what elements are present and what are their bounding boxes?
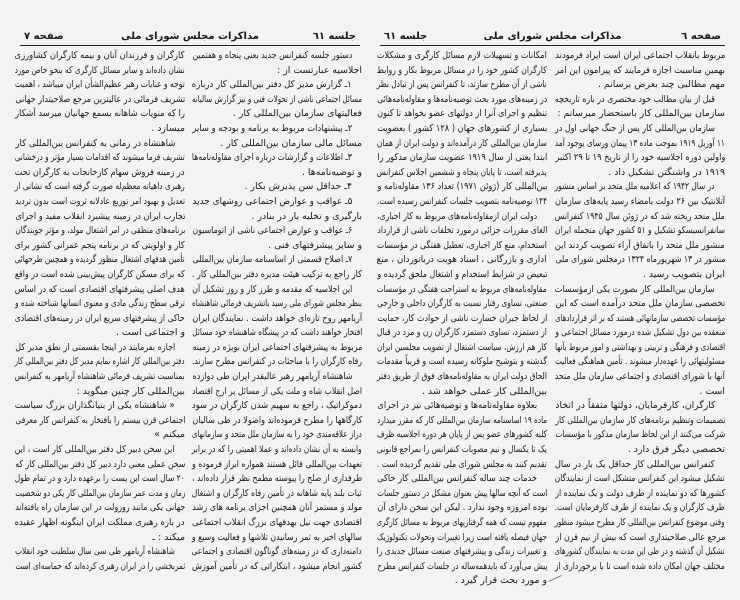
text-line [555,414,725,429]
text-line [15,49,185,64]
text-line-content: کار و اولویتی که در برنامه پنجم عمرانی کشور برای [15,239,185,251]
text-line-content: مولد و مستمر آنان همچنین اجرای برنامه های رشد [192,502,362,514]
text-line-content: تجارب ایران در زمینه پیشبرد انقلاب مفید و اجرای [15,210,185,222]
text-line-content: واولین دوره اجلاسیه خود را از تاریخ ۱۹ تا ۲۹ اکتبر [555,152,725,164]
text-line-content: افتخار خواهند داشت که در پیشگاه شاهنشاه خود مسائل [192,327,362,339]
text-line-content: ثمربخشی را در ایران رهبری کرده‌اند که حماسه‌ای است [15,560,185,572]
text-line [377,341,547,356]
text-line-content: میکند : ـ [152,531,185,543]
text-line [15,166,185,181]
text-line [377,428,547,443]
text-line [15,268,185,283]
text-line-content: کار هم ارزش، سیاست اشتغال از تصویب مجلسین ایران [377,341,547,353]
text-line-content: تصمیمات وتنظیم برنامه‌های کار سازمان بین‌المللی کار [555,414,725,426]
text-line-content: بوده امروزه وجود ندارد . لیکن این سخن دارای آن [377,502,547,514]
text-line [377,355,547,370]
text-line-content: اداری و بازرگانی ، اسناد هویت دریانوردان ، منع [377,254,547,266]
text-line [192,224,362,239]
text-line [555,297,725,312]
text-line [555,180,725,195]
text-line-content: ۲ـ پیشنهادات مربوط به برنامه و بودجه و سایر [192,122,352,134]
text-line-content: ناشی از آن مطرح سازند، تا کنفرانس پس از تبادل نظر [377,79,547,91]
text-line-content: دموکراتیک ، راجع به سهیم شدن کارگران در سود [192,400,362,412]
text-line-content: مرجع عالی صلاحیتداری است که بیش از نیم قرن از [555,531,725,543]
text-line [555,107,725,122]
text-line-content: و تغییرات زندگی و پیشرفتهای صنعت مسائل جدیدی را [377,546,547,558]
text-line-content: ۱ـ گزارش مدیر کل دفتر بین‌المللی کار درباره [192,79,352,91]
text-line [192,472,362,487]
text-line [15,312,185,327]
text-line-content: ۵ـ عواقب و عوارض اجتماعی روشهای جدید [192,195,352,207]
text-line [555,355,725,370]
text-line-content: میسازد . [151,122,185,134]
text-line-content: بین‌المللی کار (ژوئن ۱۹۷۱) تعداد ۱۳۶ مقاوله‌نامه و [377,181,547,193]
text-line-content: تشکیل میشود این کنفرانس متشکل است از نمایندگان [555,473,725,485]
text-line-content: زمان و مدت عمر سازمان بین‌المللی کار یکی دو شخصیت [15,487,185,499]
text-line-content: بعلاوه مقاوله‌نامه‌ها و توصیه‌هائی نیز در اجرای [377,400,537,412]
text-line-content: تنظیم و اجرای آنرا از دولتهای عضو بخواهد تا کنون [377,108,547,120]
text-line [15,560,185,575]
text-line-content: مختلف جهان امکان داده شده است تا با برخورداری از [555,560,725,572]
text-line [15,151,185,166]
text-line [555,443,725,458]
text-line [192,49,362,64]
text-line [15,501,185,516]
text-line [15,122,185,137]
text-line [15,180,185,195]
text-line-content: ۱۴۴ توصیه‌نامه بتصویب جلسات کنفرانس رسیده است. [377,195,547,207]
text-line-content: ۲۰ سال است این پست را برعهده دارد و در تمام طول [15,473,185,485]
text-line-content: جهان فیصله یافته است زیرا تغییرات وتحولات تکنولوژیک [377,531,547,543]
text-line [377,78,547,93]
session-number: جلسه ٦١ [384,31,428,42]
text-line-content: الغای مقررات جزائی درمورد تخلفات ناشی از قرارداد [377,225,547,237]
text-line [192,385,362,400]
text-line [555,487,725,502]
text-line [192,93,362,108]
text-line [377,472,547,487]
text-line-content: طرف کارگران و یک نماینده از طرف کارفرمایان است. [555,502,725,514]
text-line-content: پذیرفته است، تا پایان پنجاه و ششمین اجلاس کنفرانس [377,166,547,178]
text-line [15,341,185,356]
text-line-content: ثبات بلند پایه شاهانه در تأمین رفاه کارگران و اشتغال [192,487,362,499]
text-line [555,195,725,210]
text-line [377,458,547,473]
text-line [15,428,185,443]
text-line-content: شاهنشاه آریامهر رهبر عالیقدر ایران طی دوازده [192,371,352,383]
text-line-content: تأمین هدفهای اشتغال منظور گردیده و همچنین طرحهائی [15,254,185,266]
text-line-content: طرفداری از صلح را پیوسته مطمح نظر قرار داده‌اند ، [192,473,362,485]
text-line-content: ایران بتصویب رسید . [642,268,725,280]
text-line-content: منشور در ۱۳ شهریورماه ۱۳۲۴ درمجلس شورای ملی [555,254,725,266]
text-line-content: ۶ـ عواقب و عوارض اجتماعی ناشی از اتوماسیون [192,225,352,237]
text-line-content: تعدیل و بهبود امر توزیع عادلانه ثروت است بدون تردید [15,195,185,207]
text-line [555,93,725,108]
text-column-right [555,49,725,574]
text-line [377,414,547,429]
text-line [15,370,185,385]
text-line [555,137,725,152]
text-line-content: « شاهنشاه یکی از بنیانگذاران بزرگ سیاست [15,400,175,412]
text-line [377,49,547,64]
text-line-content: در باره رهبری مملکت ایران اینگونه اظهار عقیده [15,517,185,528]
text-line [555,545,725,560]
text-line-content: حاکی از پیشرفتهای سریع ایران در زمینه‌های اقتصادی [15,312,185,324]
text-line-content: مقاوله‌نامه‌های مربوط به استراحت هفتگی در مؤسسات [377,283,547,295]
text-line [15,297,185,312]
text-line [377,545,547,560]
text-line [15,472,185,487]
text-line-content: مسائل مالی سازمان بین‌المللی کار . [220,137,362,149]
page-number: صفحه ٦ [681,31,721,42]
text-line-content: بهمین مناسبت اجازه فرمایند که پیرامون این امر [555,64,725,76]
text-line-content: یک تا یکسال و نیم مصوبات کنفرانس را بمراجع قانونی [377,444,547,456]
text-line [15,355,185,370]
text-line [377,283,547,298]
text-line [15,137,185,152]
text-line-content: منعقده بین دول تشکیل شده درمورد مسائل اجتماعی و [555,327,725,339]
text-line [192,268,362,283]
text-line [377,516,547,531]
text-line [192,326,362,341]
text-line [192,355,362,370]
text-line-content: مسائل اجتماعی ناشی از تحولات فنی و نیز گزارش سالیانه [192,93,362,105]
text-line-content: تقدیم کنند به مجلس شورای ملی تقدیم گردیده است . [377,458,547,470]
text-line [555,399,725,414]
text-line-content: بسیاری از کشورهای جهان ( ۱۲۸ کشور ) بعضویت [377,122,547,134]
text-line-content: دفتر بین‌المللی کار اشاره نمایم مدیر کل دفتر بین‌المللی کار [15,356,185,368]
text-line [555,283,725,298]
text-line-content: سالهای اخیر به ثمر رسانیدن تلاشها و فعالیت وسیع و [192,531,362,543]
text-line-content: کار راجع به ترکیب هیئت مدیره دفتر بین‌المللی کار . [192,268,362,280]
text-line [377,385,547,400]
text-line-content: آتلانتیک بین ۲۶ دولت بامضاء رسید پایه‌های سازمان [555,195,725,207]
text-line [15,253,185,268]
text-line [555,224,725,239]
text-line [555,341,725,356]
text-line [377,574,547,589]
text-line-content: مؤسسات تخصصی سازمانهائی هستند که بر اثر قراردادهای [555,312,725,324]
text-line [377,151,547,166]
text-line [555,326,725,341]
text-line [555,49,725,64]
text-line-content: و توصیه‌نامه‌ها . [301,166,362,178]
text-line-content: خدمات چند ساله کنفرانس بین‌المللی کار حاکی [377,473,537,485]
text-line [15,210,185,225]
text-line-content: بین‌المللی کار عملی خواهد شد . [421,385,547,397]
text-line-content: بارگیری و تخلیه بار در بنادر . [251,210,362,222]
text-line [192,107,362,122]
text-line-content: مفهوم نیست که همه گرفتاریهای مربوط به مسائل کارگری [377,517,547,528]
text-line-content: توجه و عنایات رهبر عظیم‌الشأن ایران میباشد ، اهمیت [15,79,185,91]
text-line [15,239,185,254]
text-line-content: شاهنشاه آریامهر طی سی سال سلطنت خود انقلاب [15,546,175,558]
text-line [555,253,725,268]
text-line [555,239,725,254]
text-line-content: فعالیتهای سازمان بین‌المللی کار . [232,108,362,120]
text-line-content: کشور انجام میشود ، ابتکاراتی که در تأمین آموزش [192,560,362,572]
text-line [192,253,362,268]
text-line [555,472,725,487]
text-line [192,399,362,414]
text-line-content: است . [699,385,725,397]
text-line [555,385,725,400]
text-line-content: ترقی سطح زندگی مادی و معنوی انسانها شناخته شده و [15,298,185,310]
text-line-content: جهانی یکی مانند روزولت در این سازمان راه یافته‌اند [15,502,185,514]
page-6 [370,0,740,600]
text-line-content: سازمان بین‌المللی کار پس از جنگ جهانی اول در [555,122,715,134]
publication-title: مذاکرات مجلس شورای ملی [121,31,259,42]
text-line-content: سازمان بین‌المللی کار باستحضار میرسانم : [557,108,725,120]
text-line-content: اصل انقلاب شاه و ملت یکی از مسائل پر ارج اقتصاد [192,385,362,397]
text-line [192,239,362,254]
text-line [377,253,547,268]
text-line [555,458,725,473]
text-line-content: است که آنچه سالها پیش بعنوان مشکل در دستور جلسات [377,487,547,499]
text-line-content: برنامه‌های منطقی در امر اشتغال مولد، و مؤثر جویندگان [15,225,185,237]
text-line [377,195,547,210]
text-line-content: رفاه کارگران را با مباحثات در کنفرانس مطرح سازند. [192,356,362,368]
text-line [15,385,185,400]
text-line-content: اقتصادی جهت نیل بهدفهای بزرگ انقلاب اجتماعی [192,517,362,528]
text-line [377,501,547,516]
text-line-content: آریامهر روح تازه‌ای خواهد داشت . نمایندگان ایران [192,312,362,324]
text-line [15,399,185,414]
text-line [192,122,362,137]
text-line-content: از دستمزد، تساوی دستمزد کارگران زن و مرد در قبال [377,327,547,339]
text-line [15,326,185,341]
text-line [377,370,547,385]
text-line [555,531,725,546]
text-line [377,137,547,152]
text-line-content: رهبری داهیانه معظم‌له صورت گرفته است که نشانی از [15,181,185,193]
publication-title: مذاکرات مجلس شورای ملی [483,31,622,42]
text-line-content: این سخن دبیر کل دفتر بین‌المللی کار است ، این [15,444,175,456]
text-line [377,399,547,414]
text-line-content: دستور جلسه کنفرانس جدید یعنی پنجاه و هفتمین [192,50,352,61]
page-header [20,31,360,46]
text-line-content: این اجلاسیه که مقدمه و طرز کار و روز تشکیل آن [192,283,352,295]
text-line [377,180,547,195]
text-line [192,501,362,516]
text-line [377,239,547,254]
text-line [15,224,185,239]
text-line-content: تعهدات بین‌المللی قائل هستند همواره ابراز فرموده و [192,458,362,470]
text-line [555,560,725,575]
text-line [377,487,547,502]
text-line-content: قبل از بیان مطالب خود مختصری در باره تاریخچه [555,93,715,105]
text-line-content: دولت ایران ازمقاوله‌نامه‌های مربوط به کار اجباری، [377,210,537,222]
text-line-content: وقتی موضوع کنفرانس بین‌المللی کار مطرح میشود منظور [555,517,725,528]
text-line [15,487,185,502]
text-line [555,268,725,283]
text-line-content: تخصصی دیگر فرق دارد . [627,444,725,456]
text-line-content: کشورها که دو نماینده از طرف دولت و یک نماینده از [555,487,725,499]
text-line-content: اجلاسیه عبارتست از : [277,64,362,76]
text-line [377,531,547,546]
text-line-content: در زمینه فروش سهام کارخانجات به کارگران تحت [15,166,185,178]
text-line-content: گذشته و بتوشیح ملوکانه رسیده است و قریباً مقدمات [377,356,547,368]
text-line-content: اقتصادی و فرهنگی و تربیتی و بهداشتی و امور مربوط بآنها [555,341,725,353]
text-line [15,443,185,458]
text-line-content: آنها با شورای اقتصادی و اجتماعی سازمان ملل متحد [555,371,725,383]
text-line [555,501,725,516]
text-line [15,531,185,546]
text-line-content: که برای مسکن کارگران پیش‌بینی شده است در واقع [15,268,185,280]
text-line [555,210,725,225]
text-line-content: سازمان بین‌المللی کار بصورت یکی ازمؤسسات [555,283,715,295]
text-line [15,64,185,79]
text-line-content: کارگاهها را مطرح فرموده‌اند واصولا در طی سالیان [192,414,362,426]
text-line-content: و اجتماعی است . [115,327,185,339]
text-line [377,326,547,341]
text-line-content: مسئولیتهائی را عهده‌دار میشوند . تأمین هماهنگی فعالیت [555,356,725,368]
text-line-content: بمناسبت تشریف فرمائی شاهنشاه آریامهر به کنفرانس [15,371,185,383]
text-line-content: در سال ۱۹۴۲ که اعلامیه ملل متحد بر اساس منشور [555,181,715,193]
text-line [15,107,185,122]
text-line [555,64,725,79]
text-line [15,78,185,93]
text-column-left [377,49,547,589]
text-line-content: ملل متحد ریخته شد که در ژوئن سال ۱۹۴۵ کنفرانس [555,210,725,222]
text-line-content: و مورد بحث قرار گیرد . [454,575,547,587]
text-line-content: کارگران و فرزندان آنان و بیمه کارگران کشاورزی [15,50,185,61]
text-line [192,151,362,166]
text-line-content: ابتدا یعنی از سال ۱۹۱۹ عضویت سازمان مذکور را [377,152,547,164]
text-line-content: دامنه‌داری که در زمینه‌های گوناگون اقتصادی و اجتماعی [192,546,362,558]
text-line-content: استخدام، منع کار اجباری، تعطیل هفتگی در مؤسسات [377,239,547,251]
text-line-content: کنفرانس بین‌المللی کار حداقل یک بار در سال [555,458,715,470]
text-line-content: پیش می‌آورد که بایدهمه‌ساله در جلسات کنفرانس مطرح [377,560,547,572]
text-line-content: نشان داده‌اند و سایر مسائل کارگری که بنحو خاص مورد [15,64,185,76]
text-line [377,210,547,225]
text-line-content: هدف اصلی پیشرفتهای اقتصادی است که در اساس [15,283,185,295]
text-line-content: ۳ـ اطلاعات و گزارشات درباره اجرای مقاوله‌نامه‌ها [192,152,352,164]
text-line [555,370,725,385]
text-line-content: ۴ـ حداقل سن پذیرش بکار . [244,181,352,193]
page-number: صفحه ٧ [24,31,64,42]
text-column-left [15,49,185,574]
text-line [15,414,185,429]
text-line [555,122,725,137]
text-line [15,545,185,560]
text-line-content: از لحاظ جبران خسارت ناشی از حوادث کار، حمایت [377,312,547,324]
text-line [555,312,725,327]
text-line [555,516,725,531]
text-line [192,210,362,225]
text-line-content: مهم مطالبی چند بعرض برسانم . [597,79,725,91]
text-line-content: مربوط به پیشرفتهای اجتماعی ایران بویژه در زمینه [192,341,362,353]
text-line [15,283,185,298]
text-line-content: امکانات و تسهیلات لازم مسائل کارگری و مشکلات [377,50,547,61]
text-line [192,312,362,327]
text-line [15,195,185,210]
text-line-content: کارگران، کارفرمایان، دولتها متفقاً در اتخاذ [555,400,715,412]
text-line-content: شاهنشاه در زمانی به کنفرانس بین‌المللی کار [15,137,175,149]
text-line [555,428,725,443]
text-line-content: کارگران کشور خود را در مسائل مربوط بکار و روابط [377,64,547,76]
text-line [555,166,725,181]
text-line-content: میکنم » [154,429,185,441]
text-line-content: شرکت می‌کنند از این لحاظ سازمان مذکور با مؤسسات [555,429,725,441]
text-line [192,180,362,195]
text-line [377,224,547,239]
text-line [15,516,185,531]
text-line-content: سخن عملی معنی دارد دبیر کل دفتر بین‌المللی کار که [15,458,185,470]
text-line-content: منشور ملل متحد را باتفاق آراء تصویب کردند این [555,239,725,251]
text-line-content: ۱۱ آوریل ۱۹۱۹ بموجب ماده ۱۳ پیمان ورسای بوجود آمد [555,137,725,149]
text-line [377,297,547,312]
text-line-content: کلیه کشورهای عضو پس از پایان هر دوره اجلاسیه ظرف [377,429,547,441]
text-line-content: تشریف فرما میشوند که اقدامات بسیار مؤثر و درخشانی [15,152,185,164]
text-line [555,151,725,166]
text-line [15,93,185,108]
text-line [377,560,547,575]
text-line [377,122,547,137]
text-line [377,93,547,108]
text-line-content: بنظر مجلس شورای ملی رسید باتشریف فرمائی شاهنشاه [192,298,362,310]
text-line-content: اجازه بفرمایند در اینجا بقسمتی از نطق مدیر کل [15,341,175,353]
text-line-content: سانفرانسیسکو تشکیل و ۵۱ کشور جهان منجمله ایران [555,225,725,237]
text-line-content: اجتماعی قرن بیستم را بافتخار به کنفرانس کار معرفی [15,414,185,426]
text-line-content: ۱۹۱۹ در واشنگتن تشکیل داد . [608,166,725,178]
text-line-content: و سایر پیشرفتهای فنی . [268,239,362,251]
text-line [377,64,547,79]
text-line-content: تشریف فرمائی در عالیترین مرجع صلاحیتدار جهانی [15,93,185,105]
text-line [377,166,547,181]
text-line-content: مربوط بانقلاب اجتماعی ایران است ایراد فرمودند [555,50,725,61]
text-line-content: صنعتی، تساوی رفتار نسبت به کارگران داخلی و خارجی [377,298,547,310]
text-line-content: تبعیض در شرایط استخدام و اشتغال ملحق گردیده و [377,268,547,280]
text-line-content: در زمینه‌های مورد بحث توصیه‌نامه‌ها و مقاوله‌نامه‌هائی [377,93,547,105]
text-line-content: دراز علاقه‌مندی خود را به سازمان ملل متحد و سازمانهای [192,429,362,441]
text-line-content: تخصصی سازمان ملل متحد درآمده است که این [555,298,725,310]
text-line-content: را که منویات شاهانه بسمع جهانیان میرسد آشکار [15,108,185,120]
text-line [377,312,547,327]
text-line-content: بین‌المللی کار چنین میگوید : [76,385,185,397]
text-line [377,443,547,458]
text-line-content: ماده ۱۹ اساسنامه سازمان بین‌المللی کار که مقرر میدارد [377,414,547,426]
session-number: جلسه ٦١ [312,31,356,42]
text-line-content: سازمان بین‌المللی کار درآمده‌اند و دولت ایران از همان [377,137,547,149]
text-line [377,268,547,283]
text-line [15,458,185,473]
text-line-content: ۷ـ اصلاح قسمتی از اساسنامه سازمان بین‌المللی [192,254,352,266]
page-header [380,31,725,46]
text-line [555,78,725,93]
text-line [377,107,547,122]
text-line-content: تشکیل آن گذشته و در طی این مدت به نمایندگان کشورهای [555,546,725,558]
text-line-content: وابسته به آن نشان داده‌اند و عملا اهمیتی را که در برابر [192,444,362,456]
text-line-content: الحاق دولت ایران به مقاوله‌نامه‌های فوق از طریق دفتر [377,371,547,383]
text-line [192,64,362,79]
